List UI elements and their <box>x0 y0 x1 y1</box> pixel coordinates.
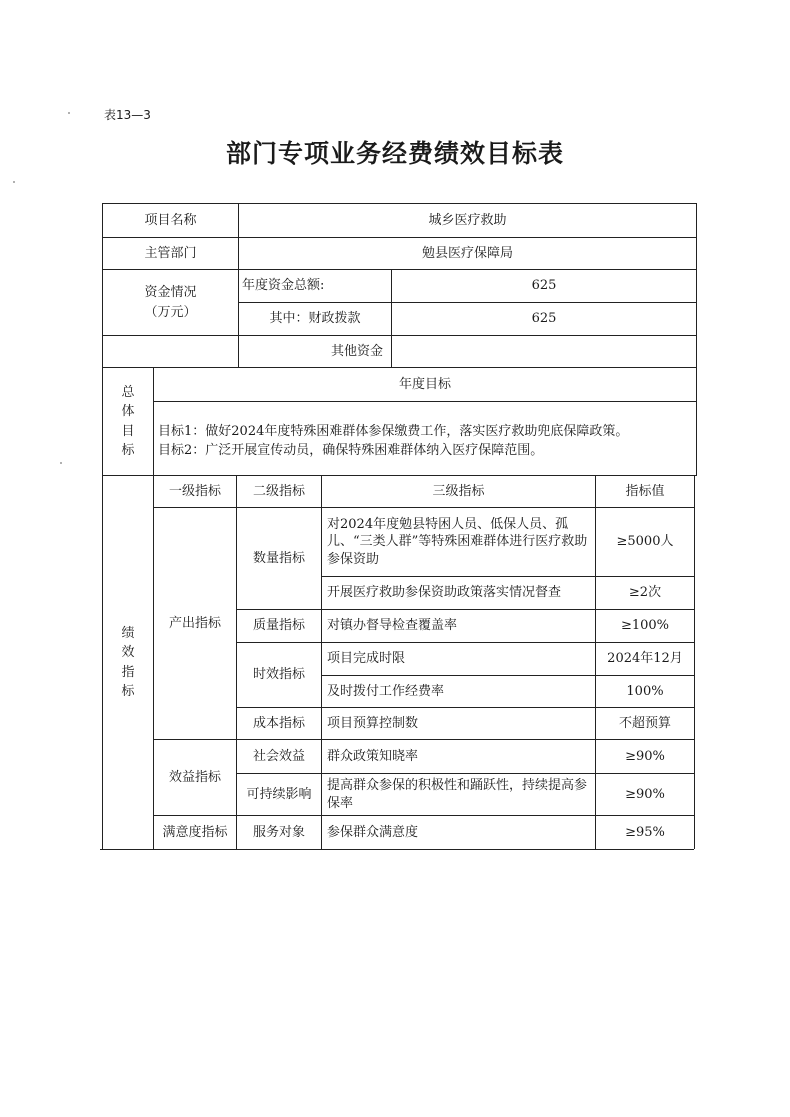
funds-total-value: 625 <box>531 278 557 294</box>
c1-value: 不超预算 <box>618 715 671 731</box>
q1-text: 对2024年度勉县特困人员、低保人员、孤儿、“三类人群”等特殊困难群体进行医疗救助参保资助 <box>327 516 588 567</box>
funds-label <box>103 270 238 335</box>
rule <box>694 475 695 849</box>
q2-text: 开展医疗救助参保资助政策落实情况督查 <box>327 585 562 601</box>
ql1-value: ≥100% <box>620 618 670 634</box>
funds-other-label: 其他资金 <box>330 343 383 359</box>
su1-text: 提高群众参保的积极性和踊跃性，持续提高参保率 <box>327 777 588 811</box>
satisfaction-indicator-label: 满意度指标 <box>162 824 228 840</box>
project-name-value: 城乡医疗救助 <box>428 212 507 228</box>
project-name-label: 项目名称 <box>144 212 197 228</box>
ql1-text: 对镇办督导检查覆盖率 <box>327 618 458 634</box>
header-level2: 二级指标 <box>252 483 305 499</box>
funds-other-value <box>392 336 696 367</box>
funds-label-line1: 资金情况 <box>144 285 197 300</box>
q2-value: ≥2次 <box>628 585 662 601</box>
dept-label: 主管部门 <box>144 245 197 261</box>
side-char: 目 <box>121 423 135 439</box>
side-char: 绩 <box>121 625 135 641</box>
su1-value: ≥90% <box>625 786 665 802</box>
goal-1: 目标1：做好2024年度特殊困难群体参保缴费工作，落实医疗救助兜底保障政策。 <box>158 424 629 439</box>
scan-speck <box>68 112 70 114</box>
s1-text: 群众政策知晓率 <box>327 748 419 764</box>
scan-speck <box>60 462 62 464</box>
annual-goal-header: 年度目标 <box>398 376 451 392</box>
side-char: 标 <box>121 684 135 699</box>
overall-goal-side-label <box>103 368 153 475</box>
table-number: 表13—3 <box>104 108 151 122</box>
c1-text: 项目预算控制数 <box>327 715 419 731</box>
goal-text <box>158 422 628 460</box>
quantity-indicator-label: 数量指标 <box>252 550 305 566</box>
scan-speck <box>13 181 15 183</box>
goal-2: 目标2：广泛开展宣传动员，确保特殊困难群体纳入医疗保障范围。 <box>158 443 544 458</box>
side-char: 总 <box>121 384 135 400</box>
page-title: 部门专项业务经费绩效目标表 <box>225 139 564 168</box>
side-char: 效 <box>121 645 135 660</box>
output-indicator-label: 产出指标 <box>168 615 221 631</box>
sa1-text: 参保群众满意度 <box>327 824 419 840</box>
q1-value: ≥5000人 <box>616 534 674 550</box>
funds-label-line2: （万元） <box>144 304 197 320</box>
performance-side-label <box>103 476 153 849</box>
social-benefit-label: 社会效益 <box>252 748 305 764</box>
rule <box>696 203 697 476</box>
t1-value: 2024年12月 <box>607 651 683 667</box>
benefit-indicator-label: 效益指标 <box>168 769 221 785</box>
quality-indicator-label: 质量指标 <box>252 618 305 634</box>
t2-text: 及时拨付工作经费率 <box>327 683 445 699</box>
service-target-label: 服务对象 <box>252 824 305 840</box>
timeliness-indicator-label: 时效指标 <box>252 667 305 683</box>
s1-value: ≥90% <box>625 748 665 764</box>
rule <box>100 849 694 850</box>
t2-value: 100% <box>626 683 664 699</box>
cost-indicator-label: 成本指标 <box>252 715 305 731</box>
funds-fiscal-label: 其中：财政拨款 <box>269 311 361 327</box>
dept-value: 勉县医疗保障局 <box>421 245 513 261</box>
sa1-value: ≥95% <box>625 824 665 840</box>
t1-text: 项目完成时限 <box>327 651 406 667</box>
side-char: 指 <box>121 664 135 680</box>
side-char: 体 <box>121 404 135 419</box>
header-level1: 一级指标 <box>168 483 221 499</box>
sustainability-label: 可持续影响 <box>246 786 312 802</box>
header-value: 指标值 <box>625 483 665 499</box>
header-level3: 三级指标 <box>432 483 485 499</box>
rule <box>153 401 696 402</box>
funds-fiscal-value: 625 <box>531 311 557 327</box>
side-char: 标 <box>121 443 135 458</box>
funds-total-label: 年度资金总额: <box>242 278 325 294</box>
